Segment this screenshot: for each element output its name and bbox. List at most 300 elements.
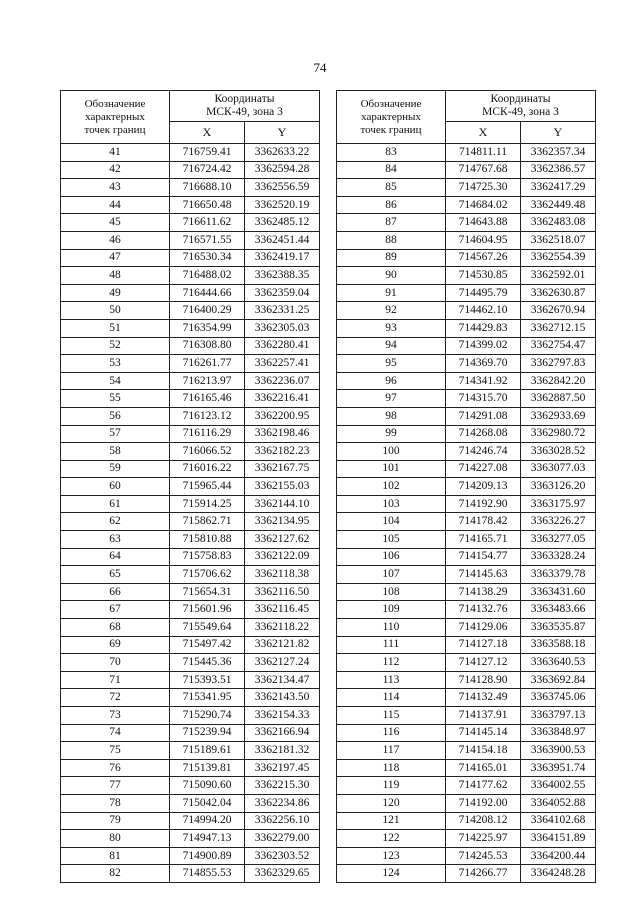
- coord-x: 715914.25: [170, 495, 245, 513]
- coord-y: 3362144.10: [245, 495, 320, 513]
- coord-x: 714225.97: [446, 830, 521, 848]
- coord-x: 716213.97: [170, 372, 245, 390]
- header-point-designation: Обозначение характерных точек границ: [337, 91, 446, 144]
- point-number: 91: [337, 284, 446, 302]
- table-row: [337, 249, 596, 267]
- coord-y: 3362166.94: [245, 724, 320, 742]
- header-coordinates: Координаты МСК-49, зона 3: [446, 91, 596, 122]
- coord-y: 3362118.38: [245, 566, 320, 584]
- table-row: [61, 407, 320, 425]
- coord-y: 3363277.05: [521, 531, 596, 549]
- coord-x: 716400.29: [170, 302, 245, 320]
- table-row: [337, 196, 596, 214]
- point-number: 52: [61, 337, 170, 355]
- coord-y: 3363951.74: [521, 759, 596, 777]
- coord-y: 3362451.44: [245, 231, 320, 249]
- table-row: [61, 425, 320, 443]
- coord-x: 714495.79: [446, 284, 521, 302]
- point-number: 50: [61, 302, 170, 320]
- point-number: 54: [61, 372, 170, 390]
- coord-y: 3363379.78: [521, 566, 596, 584]
- coord-x: 714137.91: [446, 707, 521, 725]
- point-number: 93: [337, 319, 446, 337]
- point-number: 83: [337, 144, 446, 162]
- point-number: 106: [337, 548, 446, 566]
- point-number: 107: [337, 566, 446, 584]
- coord-x: 714209.13: [446, 478, 521, 496]
- table-row: [61, 144, 320, 162]
- table-row: [61, 267, 320, 285]
- coord-x: 714132.49: [446, 689, 521, 707]
- coord-y: 3362280.41: [245, 337, 320, 355]
- coord-x: 716444.66: [170, 284, 245, 302]
- point-number: 97: [337, 390, 446, 408]
- point-number: 77: [61, 777, 170, 795]
- coord-y: 3362181.32: [245, 742, 320, 760]
- coord-y: 3362143.50: [245, 689, 320, 707]
- point-number: 92: [337, 302, 446, 320]
- point-number: 123: [337, 847, 446, 865]
- coord-x: 714369.70: [446, 355, 521, 373]
- table-row: [61, 355, 320, 373]
- table-row: [61, 337, 320, 355]
- point-number: 103: [337, 495, 446, 513]
- coord-x: 714165.71: [446, 531, 521, 549]
- coord-y: 3362483.08: [521, 214, 596, 232]
- table-row: [337, 847, 596, 865]
- coord-y: 3362556.59: [245, 179, 320, 197]
- table-row: [337, 302, 596, 320]
- table-row: [61, 443, 320, 461]
- point-number: 56: [61, 407, 170, 425]
- point-number: 71: [61, 671, 170, 689]
- coord-y: 3362197.45: [245, 759, 320, 777]
- table-row: [337, 707, 596, 725]
- point-number: 94: [337, 337, 446, 355]
- coord-x: 714128.90: [446, 671, 521, 689]
- table-row: [337, 407, 596, 425]
- table-row: [61, 707, 320, 725]
- coord-y: 3362712.15: [521, 319, 596, 337]
- table-row: [337, 355, 596, 373]
- coord-x: 714266.77: [446, 865, 521, 883]
- coord-x: 714767.68: [446, 161, 521, 179]
- coord-y: 3362134.47: [245, 671, 320, 689]
- point-number: 99: [337, 425, 446, 443]
- coord-x: 715497.42: [170, 636, 245, 654]
- coord-y: 3362116.45: [245, 601, 320, 619]
- table-row: [337, 619, 596, 637]
- coord-x: 714192.90: [446, 495, 521, 513]
- table-row: [337, 636, 596, 654]
- point-number: 74: [61, 724, 170, 742]
- coord-y: 3362279.00: [245, 830, 320, 848]
- table-row: [337, 654, 596, 672]
- table-row: [61, 636, 320, 654]
- table-row: [337, 566, 596, 584]
- table-row: [61, 742, 320, 760]
- coord-x: 714725.30: [446, 179, 521, 197]
- coord-x: 716261.77: [170, 355, 245, 373]
- point-number: 100: [337, 443, 446, 461]
- table-row: [61, 249, 320, 267]
- coordinates-table-left: [60, 90, 320, 883]
- point-number: 76: [61, 759, 170, 777]
- coord-x: 715810.88: [170, 531, 245, 549]
- point-number: 55: [61, 390, 170, 408]
- table-row: [61, 495, 320, 513]
- table-row: [61, 619, 320, 637]
- point-number: 120: [337, 794, 446, 812]
- coord-y: 3362305.03: [245, 319, 320, 337]
- point-number: 49: [61, 284, 170, 302]
- coord-y: 3362155.03: [245, 478, 320, 496]
- point-number: 112: [337, 654, 446, 672]
- point-number: 122: [337, 830, 446, 848]
- point-number: 114: [337, 689, 446, 707]
- coord-y: 3362127.62: [245, 531, 320, 549]
- coord-y: 3364200.44: [521, 847, 596, 865]
- coord-x: 714165.01: [446, 759, 521, 777]
- coord-x: 714145.63: [446, 566, 521, 584]
- point-number: 67: [61, 601, 170, 619]
- coord-y: 3362554.39: [521, 249, 596, 267]
- coord-x: 715549.64: [170, 619, 245, 637]
- coord-x: 715601.96: [170, 601, 245, 619]
- point-number: 58: [61, 443, 170, 461]
- coord-x: 715758.83: [170, 548, 245, 566]
- table-row: [61, 513, 320, 531]
- coord-x: 715654.31: [170, 583, 245, 601]
- coord-y: 3363848.97: [521, 724, 596, 742]
- point-number: 109: [337, 601, 446, 619]
- coord-y: 3363588.18: [521, 636, 596, 654]
- coord-y: 3364248.28: [521, 865, 596, 883]
- point-number: 105: [337, 531, 446, 549]
- coord-x: 716116.29: [170, 425, 245, 443]
- table-row: [337, 513, 596, 531]
- table-row: [337, 759, 596, 777]
- coord-x: 715862.71: [170, 513, 245, 531]
- coord-x: 716165.46: [170, 390, 245, 408]
- point-number: 41: [61, 144, 170, 162]
- coord-x: 714127.18: [446, 636, 521, 654]
- point-number: 108: [337, 583, 446, 601]
- coord-x: 714567.26: [446, 249, 521, 267]
- coord-x: 715090.60: [170, 777, 245, 795]
- table-row: [61, 865, 320, 883]
- coord-x: 714138.29: [446, 583, 521, 601]
- coord-x: 716688.10: [170, 179, 245, 197]
- table-row: [337, 319, 596, 337]
- coord-x: 716488.02: [170, 267, 245, 285]
- coord-y: 3363797.13: [521, 707, 596, 725]
- point-number: 104: [337, 513, 446, 531]
- point-number: 124: [337, 865, 446, 883]
- coord-y: 3362256.10: [245, 812, 320, 830]
- table-row: [61, 460, 320, 478]
- coord-x: 714154.18: [446, 742, 521, 760]
- point-number: 60: [61, 478, 170, 496]
- table-row: [61, 759, 320, 777]
- coord-y: 3363328.24: [521, 548, 596, 566]
- coord-y: 3362121.82: [245, 636, 320, 654]
- coord-x: 714315.70: [446, 390, 521, 408]
- coord-y: 3362670.94: [521, 302, 596, 320]
- coord-y: 3364002.55: [521, 777, 596, 795]
- coord-x: 715239.94: [170, 724, 245, 742]
- table-row: [337, 689, 596, 707]
- coord-y: 3362417.29: [521, 179, 596, 197]
- table-row: [337, 601, 596, 619]
- table-row: [337, 443, 596, 461]
- coord-x: 714399.02: [446, 337, 521, 355]
- coord-y: 3362134.95: [245, 513, 320, 531]
- coord-y: 3362116.50: [245, 583, 320, 601]
- point-number: 68: [61, 619, 170, 637]
- coord-x: 715965.44: [170, 478, 245, 496]
- coord-y: 3363692.84: [521, 671, 596, 689]
- table-row: [337, 214, 596, 232]
- point-number: 66: [61, 583, 170, 601]
- point-number: 113: [337, 671, 446, 689]
- table-row: [337, 425, 596, 443]
- coord-x: 716724.42: [170, 161, 245, 179]
- point-number: 51: [61, 319, 170, 337]
- table-row: [61, 231, 320, 249]
- header-point-designation: Обозначение характерных точек границ: [61, 91, 170, 144]
- point-number: 48: [61, 267, 170, 285]
- coord-x: 714530.85: [446, 267, 521, 285]
- coord-y: 3362236.07: [245, 372, 320, 390]
- table-row: [61, 214, 320, 232]
- point-number: 79: [61, 812, 170, 830]
- coord-y: 3362198.46: [245, 425, 320, 443]
- coord-y: 3362329.65: [245, 865, 320, 883]
- coord-y: 3362357.34: [521, 144, 596, 162]
- coord-y: 3363431.60: [521, 583, 596, 601]
- table-row: [61, 390, 320, 408]
- table-row: [61, 777, 320, 795]
- coord-x: 714154.77: [446, 548, 521, 566]
- coord-y: 3362842.20: [521, 372, 596, 390]
- table-row: [337, 671, 596, 689]
- point-number: 88: [337, 231, 446, 249]
- coord-x: 714341.92: [446, 372, 521, 390]
- coord-y: 3362303.52: [245, 847, 320, 865]
- point-number: 64: [61, 548, 170, 566]
- table-row: [337, 495, 596, 513]
- coord-y: 3362980.72: [521, 425, 596, 443]
- table-row: [337, 390, 596, 408]
- coord-y: 3362594.28: [245, 161, 320, 179]
- point-number: 80: [61, 830, 170, 848]
- coordinates-table-right: [336, 90, 596, 883]
- table-row: [61, 812, 320, 830]
- table-body-right: [337, 144, 596, 883]
- table-row: [61, 654, 320, 672]
- point-number: 44: [61, 196, 170, 214]
- coord-y: 3363745.06: [521, 689, 596, 707]
- header-x: X: [170, 122, 245, 144]
- coord-y: 3362754.47: [521, 337, 596, 355]
- table-row: [61, 583, 320, 601]
- coord-y: 3362388.35: [245, 267, 320, 285]
- table-row: [61, 161, 320, 179]
- table-body-left: [61, 144, 320, 883]
- table-row: [61, 531, 320, 549]
- point-number: 116: [337, 724, 446, 742]
- coord-x: 714177.62: [446, 777, 521, 795]
- point-number: 57: [61, 425, 170, 443]
- table-row: [61, 830, 320, 848]
- coord-y: 3362118.22: [245, 619, 320, 637]
- table-row: [61, 724, 320, 742]
- table-row: [337, 865, 596, 883]
- table-row: [61, 179, 320, 197]
- table-row: [337, 231, 596, 249]
- coord-x: 714268.08: [446, 425, 521, 443]
- point-number: 90: [337, 267, 446, 285]
- point-number: 42: [61, 161, 170, 179]
- coord-x: 714208.12: [446, 812, 521, 830]
- coord-y: 3362386.57: [521, 161, 596, 179]
- coord-y: 3363126.20: [521, 478, 596, 496]
- point-number: 53: [61, 355, 170, 373]
- coord-x: 714811.11: [446, 144, 521, 162]
- coord-y: 3362630.87: [521, 284, 596, 302]
- coord-y: 3362520.19: [245, 196, 320, 214]
- coord-x: 716611.62: [170, 214, 245, 232]
- coord-x: 714462.10: [446, 302, 521, 320]
- coord-y: 3362216.41: [245, 390, 320, 408]
- point-number: 117: [337, 742, 446, 760]
- coord-x: 715706.62: [170, 566, 245, 584]
- coord-y: 3362234.86: [245, 794, 320, 812]
- coord-y: 3362449.48: [521, 196, 596, 214]
- coord-y: 3362359.04: [245, 284, 320, 302]
- point-number: 43: [61, 179, 170, 197]
- coord-y: 3362592.01: [521, 267, 596, 285]
- table-row: [337, 179, 596, 197]
- coord-y: 3362518.07: [521, 231, 596, 249]
- coord-x: 716354.99: [170, 319, 245, 337]
- table-row: [61, 478, 320, 496]
- point-number: 119: [337, 777, 446, 795]
- table-row: [337, 583, 596, 601]
- coord-x: 715341.95: [170, 689, 245, 707]
- coord-y: 3362257.41: [245, 355, 320, 373]
- point-number: 75: [61, 742, 170, 760]
- coord-x: 714127.12: [446, 654, 521, 672]
- table-row: [61, 548, 320, 566]
- table-row: [337, 478, 596, 496]
- table-row: [337, 794, 596, 812]
- table-row: [337, 531, 596, 549]
- point-number: 46: [61, 231, 170, 249]
- point-number: 70: [61, 654, 170, 672]
- table-row: [337, 812, 596, 830]
- coord-x: 716308.80: [170, 337, 245, 355]
- point-number: 111: [337, 636, 446, 654]
- coord-y: 3362331.25: [245, 302, 320, 320]
- coord-x: 715189.61: [170, 742, 245, 760]
- coord-x: 715139.81: [170, 759, 245, 777]
- table-row: [337, 161, 596, 179]
- page-number: 74: [313, 60, 327, 75]
- table-row: [61, 601, 320, 619]
- table-row: [61, 847, 320, 865]
- table-row: [337, 337, 596, 355]
- coord-y: 3362122.09: [245, 548, 320, 566]
- coord-x: 714227.08: [446, 460, 521, 478]
- point-number: 98: [337, 407, 446, 425]
- coord-y: 3364052.88: [521, 794, 596, 812]
- coord-x: 714604.95: [446, 231, 521, 249]
- header-y: Y: [521, 122, 596, 144]
- point-number: 45: [61, 214, 170, 232]
- table-row: [61, 319, 320, 337]
- coord-y: 3363226.27: [521, 513, 596, 531]
- table-row: [61, 566, 320, 584]
- coord-x: 714855.53: [170, 865, 245, 883]
- coord-x: 714145.14: [446, 724, 521, 742]
- header-y: Y: [245, 122, 320, 144]
- point-number: 65: [61, 566, 170, 584]
- coord-y: 3362182.23: [245, 443, 320, 461]
- table-row: [61, 372, 320, 390]
- coord-y: 3363077.03: [521, 460, 596, 478]
- point-number: 72: [61, 689, 170, 707]
- point-number: 78: [61, 794, 170, 812]
- coord-x: 716066.52: [170, 443, 245, 461]
- table-row: [337, 742, 596, 760]
- coord-x: 714994.20: [170, 812, 245, 830]
- coord-y: 3362887.50: [521, 390, 596, 408]
- table-row: [61, 302, 320, 320]
- coord-x: 714245.53: [446, 847, 521, 865]
- coord-x: 714947.13: [170, 830, 245, 848]
- table-row: [337, 144, 596, 162]
- coord-x: 716530.34: [170, 249, 245, 267]
- coord-x: 716016.22: [170, 460, 245, 478]
- point-number: 87: [337, 214, 446, 232]
- coord-x: 716759.41: [170, 144, 245, 162]
- coord-y: 3363535.87: [521, 619, 596, 637]
- coord-y: 3364151.89: [521, 830, 596, 848]
- coord-x: 714129.06: [446, 619, 521, 637]
- header-coordinates: Координаты МСК-49, зона 3: [170, 91, 320, 122]
- point-number: 63: [61, 531, 170, 549]
- header-x: X: [446, 122, 521, 144]
- coord-y: 3363640.53: [521, 654, 596, 672]
- table-row: [337, 460, 596, 478]
- coord-y: 3362419.17: [245, 249, 320, 267]
- coord-y: 3362215.30: [245, 777, 320, 795]
- coord-x: 714643.88: [446, 214, 521, 232]
- table-row: [61, 689, 320, 707]
- point-number: 96: [337, 372, 446, 390]
- coord-x: 714178.42: [446, 513, 521, 531]
- point-number: 81: [61, 847, 170, 865]
- table-row: [61, 284, 320, 302]
- point-number: 69: [61, 636, 170, 654]
- coord-x: 716571.55: [170, 231, 245, 249]
- coord-y: 3362485.12: [245, 214, 320, 232]
- coord-x: 715445.36: [170, 654, 245, 672]
- point-number: 118: [337, 759, 446, 777]
- point-number: 47: [61, 249, 170, 267]
